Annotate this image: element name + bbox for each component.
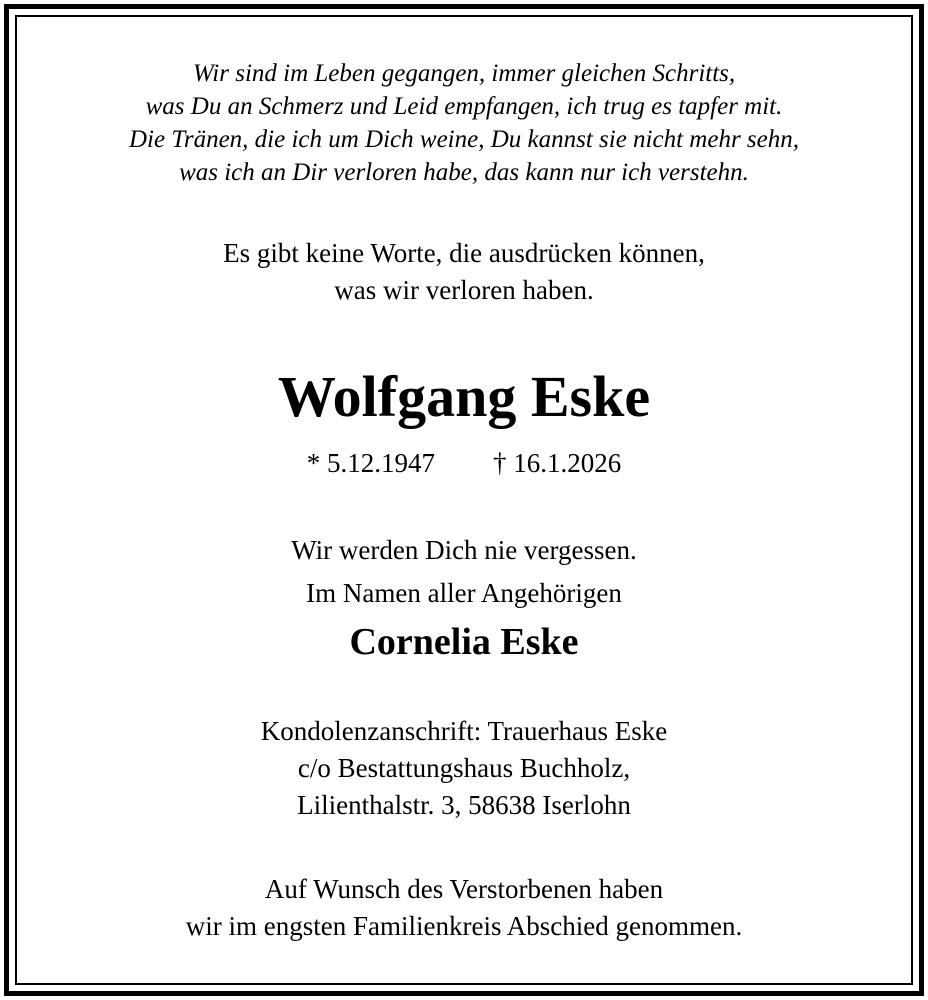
death-date: † 16.1.2026 (493, 448, 622, 478)
address-line: Lilienthalstr. 3, 58638 Iserlohn (297, 790, 631, 820)
poem-line: Wir sind im Leben gegangen, immer gleichen Schritts, (192, 60, 736, 87)
signer-name: Cornelia Eske (349, 621, 579, 663)
life-dates (17, 445, 911, 481)
address-line: c/o Bestattungshaus Buchholz, (297, 753, 631, 783)
memorial-poem (17, 57, 911, 189)
birth-date: * 5.12.1947 (306, 448, 435, 478)
poem-line: was Du an Schmerz und Leid empfangen, ich trug es tapfer mit. (145, 93, 783, 120)
farewell-notice (17, 871, 911, 945)
intro-line: Es gibt keine Worte, die ausdrücken können, (223, 238, 705, 268)
address-line: Kondolenzanschrift: Trauerhaus Eske (260, 716, 668, 746)
notice-line: wir im engsten Familienkreis Abschied genommen. (185, 911, 743, 941)
poem-line: Die Tränen, die ich um Dich weine, Du kannst sie nicht mehr sehn, (128, 126, 800, 153)
intro-line: was wir verloren haben. (334, 275, 594, 305)
intro-text (17, 235, 911, 309)
closing-text (17, 529, 911, 615)
poem-line: was ich an Dir verloren habe, das kann nur ich verstehn. (179, 159, 749, 186)
deceased-name: Wolfgang Eske (277, 364, 651, 429)
closing-line: Im Namen aller Angehörigen (306, 578, 622, 608)
notice-line: Auf Wunsch des Verstorbenen haben (264, 874, 664, 904)
condolence-address (17, 713, 911, 824)
closing-line: Wir werden Dich nie vergessen. (291, 535, 637, 565)
